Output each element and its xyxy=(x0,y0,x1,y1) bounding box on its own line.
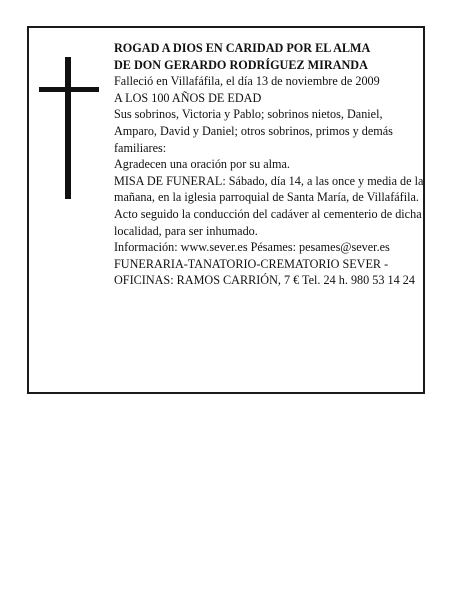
obituary-notice xyxy=(27,26,425,394)
thanks-line: Agradecen una oración por su alma. xyxy=(114,157,290,172)
funeral-home-paragraph: FUNERARIA-TANATORIO-CREMATORIO SEVER - OFICINAS: RAMOS CARRIÓN, 7 € Tel. 24 h. 980 53 14 24 xyxy=(114,256,415,288)
obituary-text xyxy=(114,40,424,289)
death-line: Falleció en Villafáfila, el día 13 de noviembre de 2009 xyxy=(114,74,380,89)
header-line-2: DE DON GERARDO RODRÍGUEZ MIRANDA xyxy=(114,57,368,72)
age-line: A LOS 100 AÑOS DE EDAD xyxy=(114,90,262,105)
funeral-paragraph: MISA DE FUNERAL: Sábado, día 14, a las once y media de la mañana, en la iglesia parroquial de Santa María, de Villafáfila. Acto seguido la conducción del cadáver al cementerio de dicha localidad, para ser inhumado. xyxy=(114,173,424,238)
info-paragraph: Información: www.sever.es Pésames: pesames@sever.es xyxy=(114,240,390,255)
family-paragraph: Sus sobrinos, Victoria y Pablo; sobrinos nietos, Daniel, Amparo, David y Daniel; otros sobrinos, primos y demás familiares: xyxy=(114,107,393,155)
header-line-1: ROGAD A DIOS EN CARIDAD POR EL ALMA xyxy=(114,41,371,55)
cross-icon xyxy=(39,57,99,199)
